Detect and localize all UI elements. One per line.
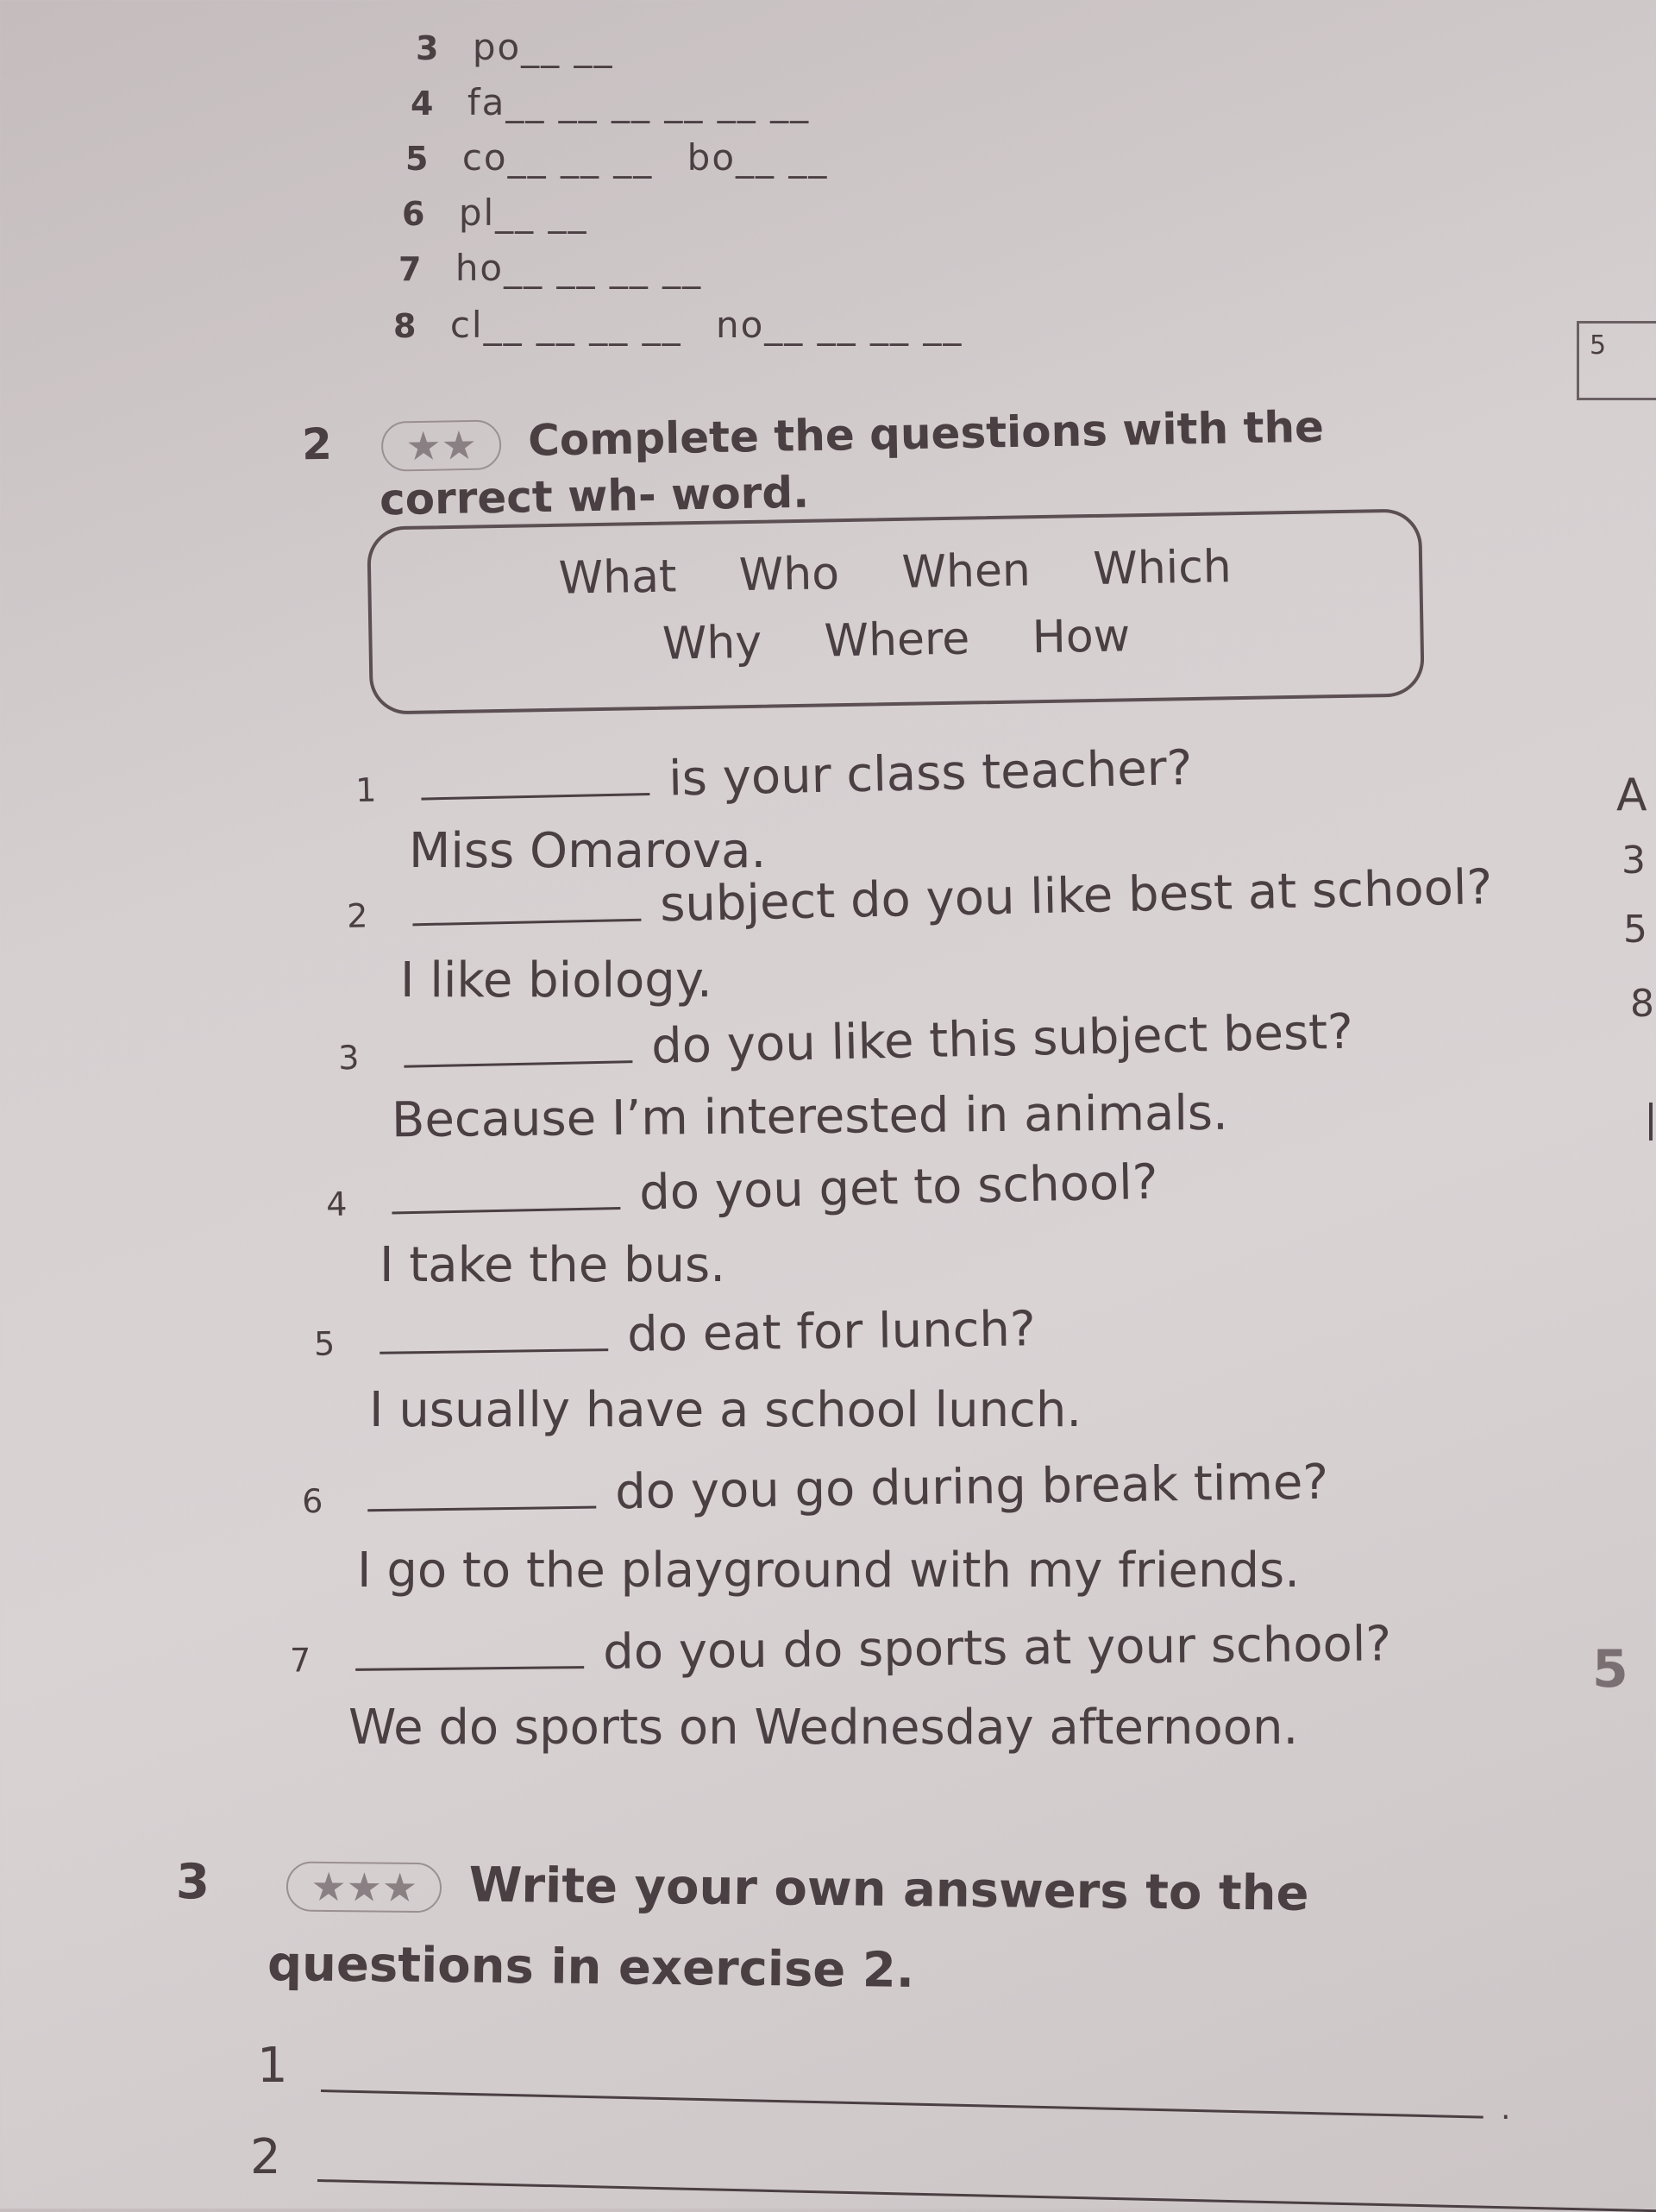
question-4: 4 do you get to school? [325,1153,1159,1224]
answer-3: Because I’m interested in animals. [391,1084,1229,1149]
wh-word: When [901,544,1032,599]
exercise-2-instruction-line-2: correct wh- word. [379,467,810,525]
exercise-3-number: 3 [175,1854,210,1911]
margin-fragment: 5 [1623,908,1647,952]
question-6: 6 do you go during break time? [301,1454,1329,1521]
answer-2: I like biology. [400,952,712,1009]
answer-5: I usually have a school lunch. [369,1382,1082,1438]
margin-fragment: 3 [1622,839,1646,883]
margin-fragment: A [1616,770,1647,821]
wh-word: How [1032,610,1131,664]
exercise-3-instruction-line-1: Write your own answers to the [468,1857,1309,1922]
answer-blank[interactable] [422,793,650,801]
question-7: 7 do you do sports at your school? [289,1616,1392,1681]
question-5: 5 do eat for lunch? [313,1301,1037,1363]
write-line-1[interactable] [321,2089,1484,2119]
write-line-1-period: . [1501,2091,1511,2127]
question-3: 3 do you like this subject best? [337,1003,1354,1078]
question-2: 2 subject do you like best at school? [346,859,1493,935]
wh-word: Who [738,548,840,602]
margin-fragment: 8 [1630,982,1654,1026]
answer-blank[interactable] [380,1348,608,1354]
write-line-2[interactable] [317,2179,1656,2212]
margin-mark [1649,1103,1653,1141]
score-box: 5 [1577,321,1656,400]
question-1: 1 is your class teacher? [354,739,1194,810]
answer-blank[interactable] [355,1666,584,1671]
word-item-3: 3 po__ __ [416,26,614,68]
word-item-4: 4 fa__ __ __ __ __ __ [411,81,811,123]
wh-word: Where [824,613,970,668]
word-item-6: 6 pl__ __ [402,192,588,234]
wh-word: What [558,550,677,605]
answer-4: I take the bus. [380,1237,725,1293]
exercise-3-header [176,1851,1309,1926]
answer-blank[interactable] [413,919,642,927]
wh-word-box [367,508,1425,714]
answer-blank[interactable] [367,1506,596,1512]
answer-6: I go to the playground with my friends. [357,1543,1301,1599]
answer-7: We do sports on Wednesday afternoon. [348,1700,1299,1756]
wh-word: Which [1092,541,1233,595]
word-item-7: 7 ho__ __ __ __ [398,247,703,289]
exercise-2-number: 2 [301,418,333,470]
write-line-1-number: 1 [257,2038,288,2094]
difficulty-stars-icon: ★★ [381,419,501,471]
answer-blank[interactable] [392,1207,621,1215]
exercise-2-instruction-line-1: Complete the questions with the [527,401,1325,466]
answer-1: Miss Omarova. [409,823,767,879]
word-item-8: 8 cl__ __ __ __ no__ __ __ __ [393,304,963,346]
write-line-2-number: 2 [250,2129,281,2185]
exercise-3-instruction-line-2: questions in exercise 2. [267,1936,915,1999]
exercise-2-score: 5 [1592,1639,1628,1700]
exercise-2-header [301,395,1324,477]
wh-word: Why [662,616,762,670]
difficulty-stars-icon: ★★★ [286,1861,442,1913]
word-item-5: 5 co__ __ __ bo__ __ [405,136,829,179]
wh-word-row-1 [371,537,1420,607]
wh-word-row-2 [372,605,1421,675]
answer-blank[interactable] [405,1060,633,1068]
